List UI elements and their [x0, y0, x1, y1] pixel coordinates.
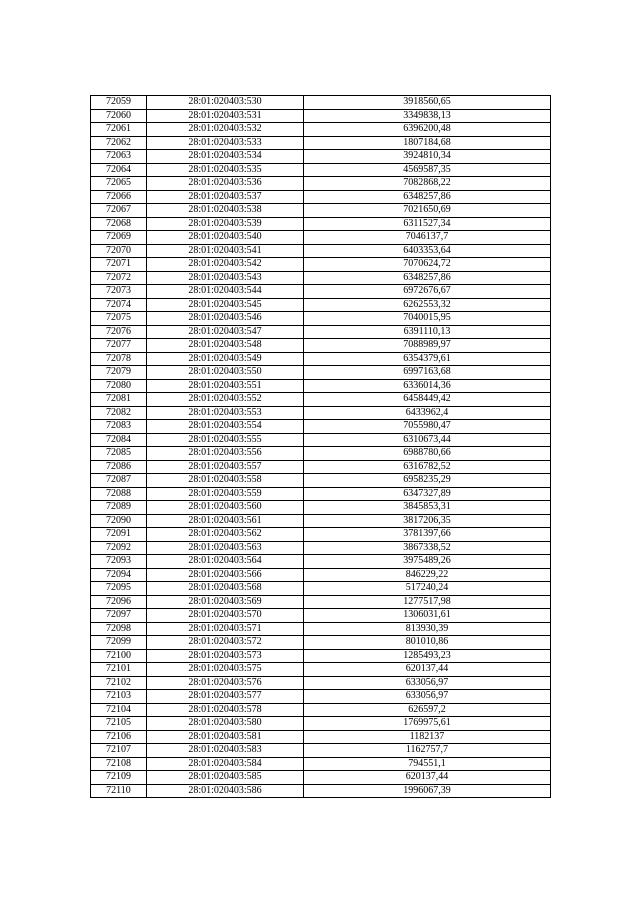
- table-body: [91, 96, 551, 798]
- table-row: [91, 352, 551, 366]
- cadastral-number-cell: 28:01:020403:561: [147, 514, 304, 528]
- table-row: [91, 514, 551, 528]
- row-number-cell: 72094: [91, 568, 147, 582]
- cadastral-value-cell: 6348257,86: [304, 190, 551, 204]
- cadastral-value-cell: 846229,22: [304, 568, 551, 582]
- row-number-cell: 72085: [91, 447, 147, 461]
- row-number-cell: 72100: [91, 649, 147, 663]
- table-row: [91, 190, 551, 204]
- cadastral-value-cell: 1162757,7: [304, 744, 551, 758]
- table-row: [91, 447, 551, 461]
- table-row: [91, 312, 551, 326]
- cadastral-value-cell: 7055980,47: [304, 420, 551, 434]
- table-row: [91, 96, 551, 110]
- cadastral-number-cell: 28:01:020403:586: [147, 784, 304, 798]
- cadastral-number-cell: 28:01:020403:563: [147, 541, 304, 555]
- table-row: [91, 595, 551, 609]
- table-row: [91, 298, 551, 312]
- row-number-cell: 72067: [91, 204, 147, 218]
- table-row: [91, 474, 551, 488]
- row-number-cell: 72086: [91, 460, 147, 474]
- cadastral-number-cell: 28:01:020403:576: [147, 676, 304, 690]
- cadastral-value-cell: 6433962,4: [304, 406, 551, 420]
- row-number-cell: 72102: [91, 676, 147, 690]
- cadastral-number-cell: 28:01:020403:557: [147, 460, 304, 474]
- cadastral-number-cell: 28:01:020403:568: [147, 582, 304, 596]
- row-number-cell: 72075: [91, 312, 147, 326]
- cadastral-value-table: [90, 95, 551, 798]
- cadastral-value-cell: 3918560,65: [304, 96, 551, 110]
- table-row: [91, 204, 551, 218]
- cadastral-number-cell: 28:01:020403:570: [147, 609, 304, 623]
- table-row: [91, 393, 551, 407]
- row-number-cell: 72080: [91, 379, 147, 393]
- row-number-cell: 72076: [91, 325, 147, 339]
- cadastral-number-cell: 28:01:020403:540: [147, 231, 304, 245]
- cadastral-value-cell: 6403353,64: [304, 244, 551, 258]
- row-number-cell: 72081: [91, 393, 147, 407]
- row-number-cell: 72110: [91, 784, 147, 798]
- table-row: [91, 217, 551, 231]
- cadastral-value-cell: 3781397,66: [304, 528, 551, 542]
- table-row: [91, 258, 551, 272]
- cadastral-value-cell: 620137,44: [304, 771, 551, 785]
- table-row: [91, 460, 551, 474]
- cadastral-number-cell: 28:01:020403:572: [147, 636, 304, 650]
- cadastral-number-cell: 28:01:020403:569: [147, 595, 304, 609]
- table-row: [91, 163, 551, 177]
- table-row: [91, 730, 551, 744]
- cadastral-value-cell: 7040015,95: [304, 312, 551, 326]
- cadastral-number-cell: 28:01:020403:573: [147, 649, 304, 663]
- cadastral-number-cell: 28:01:020403:575: [147, 663, 304, 677]
- table-row: [91, 609, 551, 623]
- cadastral-number-cell: 28:01:020403:539: [147, 217, 304, 231]
- row-number-cell: 72095: [91, 582, 147, 596]
- row-number-cell: 72108: [91, 757, 147, 771]
- cadastral-value-cell: 6354379,61: [304, 352, 551, 366]
- row-number-cell: 72091: [91, 528, 147, 542]
- table-row: [91, 541, 551, 555]
- row-number-cell: 72089: [91, 501, 147, 515]
- table-row: [91, 568, 551, 582]
- row-number-cell: 72103: [91, 690, 147, 704]
- row-number-cell: 72101: [91, 663, 147, 677]
- cadastral-value-cell: 6391110,13: [304, 325, 551, 339]
- row-number-cell: 72072: [91, 271, 147, 285]
- cadastral-number-cell: 28:01:020403:547: [147, 325, 304, 339]
- cadastral-value-cell: 6262553,32: [304, 298, 551, 312]
- cadastral-number-cell: 28:01:020403:559: [147, 487, 304, 501]
- cadastral-value-cell: 633056,97: [304, 690, 551, 704]
- row-number-cell: 72073: [91, 285, 147, 299]
- row-number-cell: 72090: [91, 514, 147, 528]
- cadastral-number-cell: 28:01:020403:551: [147, 379, 304, 393]
- table-row: [91, 366, 551, 380]
- cadastral-value-cell: 1182137: [304, 730, 551, 744]
- table-row: [91, 231, 551, 245]
- row-number-cell: 72060: [91, 109, 147, 123]
- cadastral-number-cell: 28:01:020403:583: [147, 744, 304, 758]
- cadastral-number-cell: 28:01:020403:532: [147, 123, 304, 137]
- row-number-cell: 72071: [91, 258, 147, 272]
- cadastral-number-cell: 28:01:020403:564: [147, 555, 304, 569]
- cadastral-value-cell: 633056,97: [304, 676, 551, 690]
- cadastral-number-cell: 28:01:020403:580: [147, 717, 304, 731]
- row-number-cell: 72088: [91, 487, 147, 501]
- row-number-cell: 72078: [91, 352, 147, 366]
- row-number-cell: 72097: [91, 609, 147, 623]
- cadastral-value-cell: 6458449,42: [304, 393, 551, 407]
- cadastral-value-cell: 3349838,13: [304, 109, 551, 123]
- cadastral-value-cell: 6997163,68: [304, 366, 551, 380]
- table-row: [91, 271, 551, 285]
- cadastral-value-cell: 6311527,34: [304, 217, 551, 231]
- row-number-cell: 72077: [91, 339, 147, 353]
- cadastral-number-cell: 28:01:020403:562: [147, 528, 304, 542]
- cadastral-number-cell: 28:01:020403:556: [147, 447, 304, 461]
- row-number-cell: 72105: [91, 717, 147, 731]
- table-row: [91, 123, 551, 137]
- cadastral-value-cell: 626597,2: [304, 703, 551, 717]
- row-number-cell: 72092: [91, 541, 147, 555]
- table-row: [91, 150, 551, 164]
- cadastral-value-cell: 6396200,48: [304, 123, 551, 137]
- cadastral-value-cell: 801010,86: [304, 636, 551, 650]
- cadastral-number-cell: 28:01:020403:552: [147, 393, 304, 407]
- cadastral-value-cell: 1285493,23: [304, 649, 551, 663]
- row-number-cell: 72068: [91, 217, 147, 231]
- row-number-cell: 72066: [91, 190, 147, 204]
- cadastral-number-cell: 28:01:020403:543: [147, 271, 304, 285]
- cadastral-value-cell: 6347327,89: [304, 487, 551, 501]
- table-row: [91, 771, 551, 785]
- table-row: [91, 325, 551, 339]
- cadastral-value-cell: 1306031,61: [304, 609, 551, 623]
- row-number-cell: 72109: [91, 771, 147, 785]
- row-number-cell: 72061: [91, 123, 147, 137]
- row-number-cell: 72083: [91, 420, 147, 434]
- cadastral-number-cell: 28:01:020403:566: [147, 568, 304, 582]
- table-row: [91, 757, 551, 771]
- cadastral-number-cell: 28:01:020403:542: [147, 258, 304, 272]
- cadastral-value-cell: 3867338,52: [304, 541, 551, 555]
- table-row: [91, 690, 551, 704]
- table-row: [91, 406, 551, 420]
- table-row: [91, 528, 551, 542]
- table-row: [91, 177, 551, 191]
- cadastral-value-cell: 7070624,72: [304, 258, 551, 272]
- cadastral-value-cell: 1277517,98: [304, 595, 551, 609]
- cadastral-number-cell: 28:01:020403:548: [147, 339, 304, 353]
- row-number-cell: 72093: [91, 555, 147, 569]
- cadastral-number-cell: 28:01:020403:534: [147, 150, 304, 164]
- cadastral-number-cell: 28:01:020403:584: [147, 757, 304, 771]
- table-row: [91, 433, 551, 447]
- cadastral-number-cell: 28:01:020403:545: [147, 298, 304, 312]
- cadastral-number-cell: 28:01:020403:550: [147, 366, 304, 380]
- row-number-cell: 72106: [91, 730, 147, 744]
- table-row: [91, 420, 551, 434]
- cadastral-number-cell: 28:01:020403:578: [147, 703, 304, 717]
- row-number-cell: 72065: [91, 177, 147, 191]
- cadastral-number-cell: 28:01:020403:571: [147, 622, 304, 636]
- row-number-cell: 72074: [91, 298, 147, 312]
- table-row: [91, 136, 551, 150]
- cadastral-number-cell: 28:01:020403:577: [147, 690, 304, 704]
- table-row: [91, 555, 551, 569]
- cadastral-value-cell: 794551,1: [304, 757, 551, 771]
- row-number-cell: 72069: [91, 231, 147, 245]
- cadastral-value-cell: 3975489,26: [304, 555, 551, 569]
- cadastral-value-cell: 7046137,7: [304, 231, 551, 245]
- table-row: [91, 582, 551, 596]
- table-row: [91, 622, 551, 636]
- cadastral-number-cell: 28:01:020403:560: [147, 501, 304, 515]
- cadastral-value-cell: 6316782,52: [304, 460, 551, 474]
- table-row: [91, 744, 551, 758]
- cadastral-value-cell: 517240,24: [304, 582, 551, 596]
- cadastral-value-cell: 1769975,61: [304, 717, 551, 731]
- cadastral-number-cell: 28:01:020403:549: [147, 352, 304, 366]
- table-row: [91, 636, 551, 650]
- cadastral-number-cell: 28:01:020403:536: [147, 177, 304, 191]
- cadastral-value-cell: 3817206,35: [304, 514, 551, 528]
- table-row: [91, 676, 551, 690]
- cadastral-value-cell: 4569587,35: [304, 163, 551, 177]
- table-row: [91, 285, 551, 299]
- cadastral-number-cell: 28:01:020403:541: [147, 244, 304, 258]
- row-number-cell: 72070: [91, 244, 147, 258]
- table-row: [91, 784, 551, 798]
- row-number-cell: 72104: [91, 703, 147, 717]
- cadastral-value-cell: 1807184,68: [304, 136, 551, 150]
- cadastral-number-cell: 28:01:020403:533: [147, 136, 304, 150]
- row-number-cell: 72087: [91, 474, 147, 488]
- cadastral-number-cell: 28:01:020403:531: [147, 109, 304, 123]
- table-row: [91, 339, 551, 353]
- cadastral-value-cell: 3924810,34: [304, 150, 551, 164]
- table-row: [91, 663, 551, 677]
- row-number-cell: 72096: [91, 595, 147, 609]
- cadastral-value-cell: 7082868,22: [304, 177, 551, 191]
- table-row: [91, 487, 551, 501]
- row-number-cell: 72079: [91, 366, 147, 380]
- row-number-cell: 72099: [91, 636, 147, 650]
- cadastral-number-cell: 28:01:020403:535: [147, 163, 304, 177]
- cadastral-value-cell: 620137,44: [304, 663, 551, 677]
- row-number-cell: 72062: [91, 136, 147, 150]
- cadastral-number-cell: 28:01:020403:581: [147, 730, 304, 744]
- row-number-cell: 72107: [91, 744, 147, 758]
- row-number-cell: 72064: [91, 163, 147, 177]
- cadastral-value-cell: 6336014,36: [304, 379, 551, 393]
- cadastral-value-cell: 813930,39: [304, 622, 551, 636]
- row-number-cell: 72084: [91, 433, 147, 447]
- cadastral-number-cell: 28:01:020403:554: [147, 420, 304, 434]
- cadastral-value-cell: 6348257,86: [304, 271, 551, 285]
- cadastral-value-cell: 6310673,44: [304, 433, 551, 447]
- row-number-cell: 72082: [91, 406, 147, 420]
- table-row: [91, 244, 551, 258]
- cadastral-value-cell: 6988780,66: [304, 447, 551, 461]
- cadastral-number-cell: 28:01:020403:553: [147, 406, 304, 420]
- cadastral-value-cell: 6958235,29: [304, 474, 551, 488]
- row-number-cell: 72059: [91, 96, 147, 110]
- cadastral-number-cell: 28:01:020403:558: [147, 474, 304, 488]
- cadastral-value-cell: 3845853,31: [304, 501, 551, 515]
- row-number-cell: 72063: [91, 150, 147, 164]
- table-row: [91, 501, 551, 515]
- cadastral-number-cell: 28:01:020403:546: [147, 312, 304, 326]
- cadastral-number-cell: 28:01:020403:585: [147, 771, 304, 785]
- table-row: [91, 649, 551, 663]
- cadastral-value-cell: 6972676,67: [304, 285, 551, 299]
- table-row: [91, 703, 551, 717]
- cadastral-value-cell: 7088989,97: [304, 339, 551, 353]
- cadastral-number-cell: 28:01:020403:537: [147, 190, 304, 204]
- row-number-cell: 72098: [91, 622, 147, 636]
- cadastral-value-cell: 7021650,69: [304, 204, 551, 218]
- cadastral-number-cell: 28:01:020403:530: [147, 96, 304, 110]
- table-row: [91, 379, 551, 393]
- table-row: [91, 109, 551, 123]
- cadastral-number-cell: 28:01:020403:555: [147, 433, 304, 447]
- cadastral-number-cell: 28:01:020403:538: [147, 204, 304, 218]
- cadastral-number-cell: 28:01:020403:544: [147, 285, 304, 299]
- table-row: [91, 717, 551, 731]
- cadastral-value-cell: 1996067,39: [304, 784, 551, 798]
